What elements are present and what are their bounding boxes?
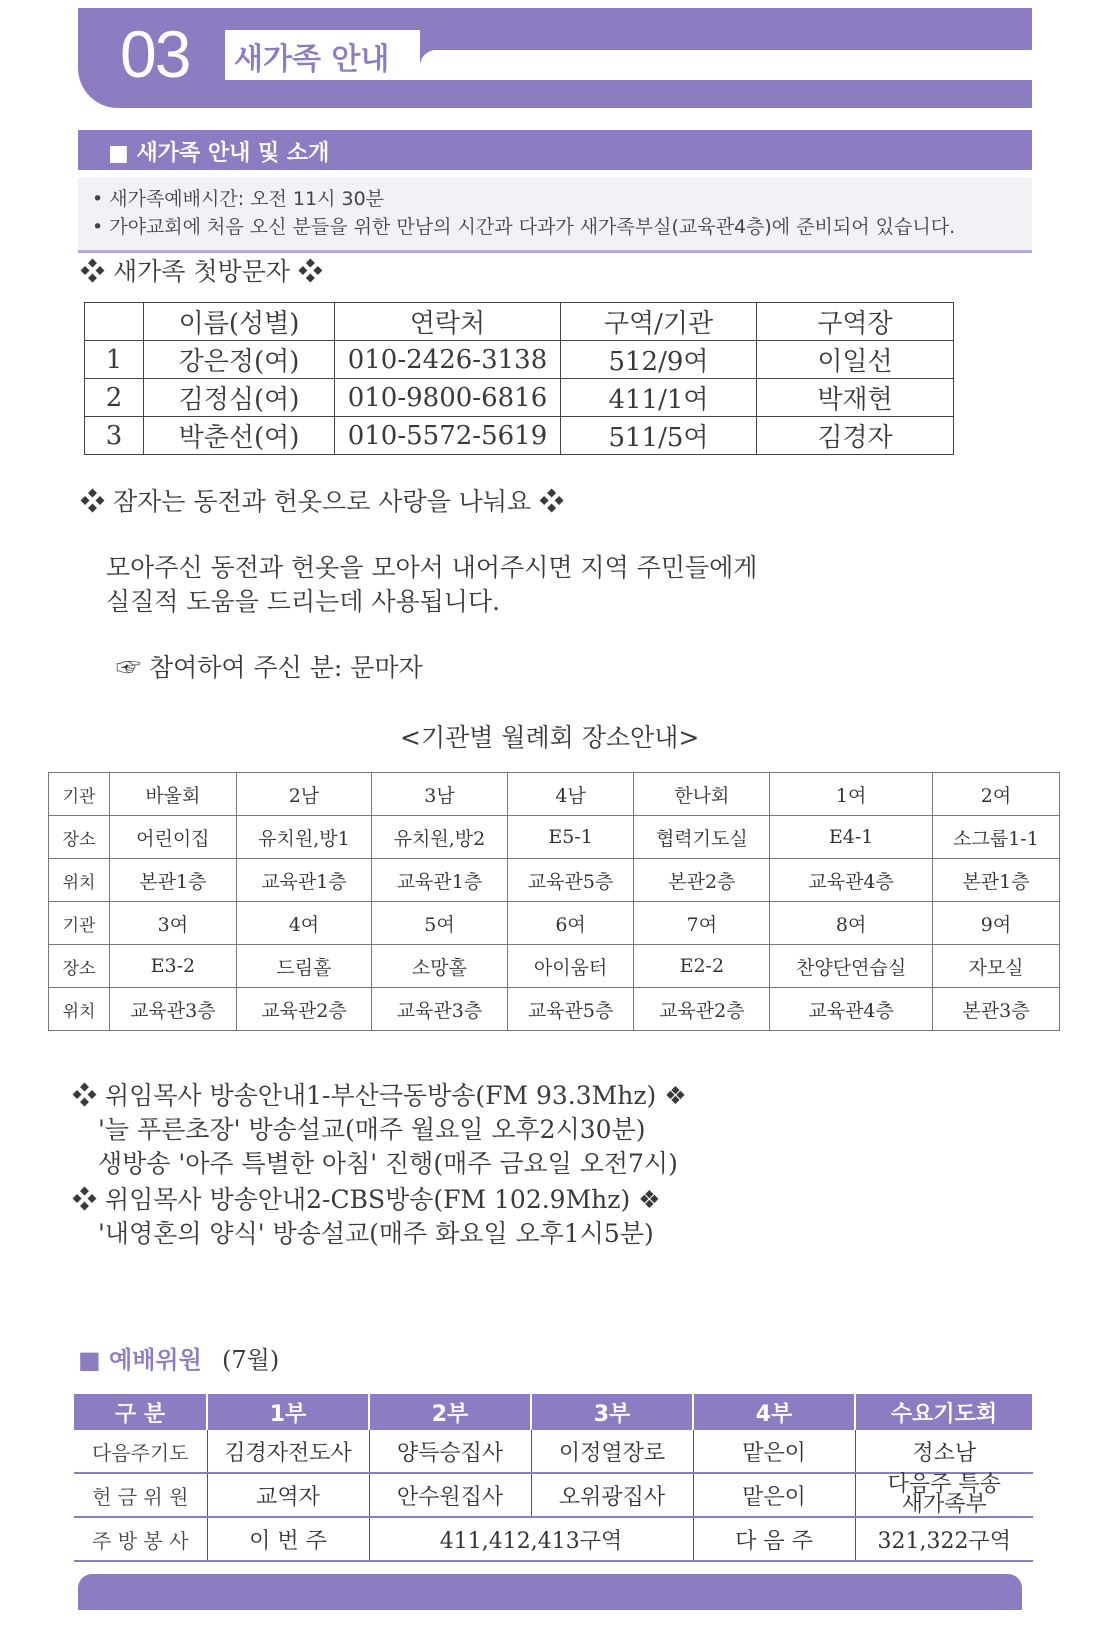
table-cell: 협력기도실 (634, 816, 770, 859)
table-cell: 한나회 (634, 773, 770, 816)
table-cell: 이 번 주 (207, 1517, 369, 1561)
table-cell: E3-2 (110, 945, 237, 988)
meetings-title: <기관별 월례회 장소안내> (400, 723, 700, 752)
visitors-heading: ❖ 새가족 첫방문자 ❖ (80, 257, 323, 286)
table-row (49, 902, 1060, 945)
table-row (49, 859, 1060, 902)
section-number: 03 (120, 17, 190, 91)
table-cell: 맡은이 (693, 1430, 855, 1473)
table-cell: 교육관4층 (770, 988, 933, 1031)
table-header-cell: 구역/기관 (561, 303, 757, 341)
table-row (85, 379, 954, 417)
table-header-cell: 4부 (693, 1394, 855, 1430)
table-cell: 교육관5층 (507, 859, 634, 902)
table-cell: E4-1 (770, 816, 933, 859)
row-label: 위치 (49, 988, 110, 1031)
table-cell: 본관1층 (933, 859, 1060, 902)
table-header-cell: 수요기도회 (855, 1394, 1033, 1430)
page-title: 새가족 안내 (234, 42, 390, 77)
table-cell: 4남 (507, 773, 634, 816)
table-cell: 교육관2층 (634, 988, 770, 1031)
table-cell: 이정열장로 (531, 1430, 693, 1473)
table-cell: 유치원,방1 (236, 816, 372, 859)
table-header-cell: 3부 (531, 1394, 693, 1430)
table-row (49, 773, 1060, 816)
table-header-row (85, 303, 954, 341)
donation-participant: ☞ 참여하여 주신 분: 문마자 (116, 653, 423, 682)
table-cell: 3남 (372, 773, 508, 816)
table-cell: 정소남 (855, 1430, 1033, 1473)
table-cell: 8여 (770, 902, 933, 945)
table-cell: 411,412,413구역 (369, 1517, 693, 1561)
broadcast-line5: '내영혼의 양식' 방송설교(매주 화요일 오후1시5분) (98, 1219, 654, 1248)
table-cell: 본관1층 (110, 859, 237, 902)
table-header-cell (85, 303, 144, 341)
table-cell: 교육관3층 (110, 988, 237, 1031)
table-row (49, 945, 1060, 988)
table-row (49, 816, 1060, 859)
table-cell: 맡은이 (693, 1473, 855, 1517)
table-cell: E2-2 (634, 945, 770, 988)
table-cell: 본관3층 (933, 988, 1060, 1031)
table-header-cell: 2부 (369, 1394, 531, 1430)
section-title: ■ 새가족 안내 및 소개 (108, 141, 330, 166)
table-cell: 박재현 (757, 379, 954, 417)
row-label: 주 방 봉 사 (74, 1517, 207, 1561)
table-header-cell: 연락처 (335, 303, 561, 341)
table-cell: 김정심(여) (144, 379, 335, 417)
table-cell: 3 (85, 417, 144, 455)
table-cell: 4여 (236, 902, 372, 945)
table-cell: 1 (85, 341, 144, 379)
table-cell: 512/9여 (561, 341, 757, 379)
table-row (85, 341, 954, 379)
table-header-cell: 구역장 (757, 303, 954, 341)
table-cell: 교육관2층 (236, 988, 372, 1031)
row-label: 장소 (49, 816, 110, 859)
table-cell: 이일선 (757, 341, 954, 379)
table-cell: 교육관1층 (372, 859, 508, 902)
row-label: 다음주기도 (74, 1430, 207, 1473)
table-cell: 010-9800-6816 (335, 379, 561, 417)
broadcast-line2: '늘 푸른초장' 방송설교(매주 월요일 오후2시30분) (98, 1115, 646, 1144)
table-header-cell: 구 분 (74, 1394, 207, 1430)
table-header-cell: 1부 (207, 1394, 369, 1430)
table-row (85, 417, 954, 455)
header-banner-stripe (420, 50, 1032, 80)
table-cell: 511/5여 (561, 417, 757, 455)
broadcast-line4: ❖ 위임목사 방송안내2-CBS방송(FM 102.9Mhz) ❖ (72, 1185, 661, 1214)
special-song-label: 다음주 특송 (887, 1472, 1001, 1497)
table-header-cell: 이름(성별) (144, 303, 335, 341)
row-label: 위치 (49, 859, 110, 902)
table-cell: 어린이집 (110, 816, 237, 859)
table-cell (855, 1473, 1033, 1517)
table-cell: 321,322구역 (855, 1517, 1033, 1561)
table-cell: 교육관1층 (236, 859, 372, 902)
table-cell: 강은정(여) (144, 341, 335, 379)
info-line-time: • 새가족예배시간: 오전 11시 30분 (92, 188, 385, 210)
table-cell: 6여 (507, 902, 634, 945)
meetings-table (48, 772, 1060, 1031)
table-row (74, 1430, 1033, 1473)
table-cell: 3여 (110, 902, 237, 945)
table-cell: 010-2426-3138 (335, 341, 561, 379)
table-cell: 오위광집사 (531, 1473, 693, 1517)
table-cell: 교육관3층 (372, 988, 508, 1031)
table-cell: 아이움터 (507, 945, 634, 988)
table-cell: 5여 (372, 902, 508, 945)
visitor-table (84, 302, 954, 455)
table-cell: 9여 (933, 902, 1060, 945)
donation-body-line1: 모아주신 동전과 헌옷을 모아서 내어주시면 지역 주민들에게 (106, 553, 758, 582)
row-label: 헌 금 위 원 (74, 1473, 207, 1517)
worship-table (74, 1394, 1034, 1562)
table-cell: 1여 (770, 773, 933, 816)
table-cell: 안수원집사 (369, 1473, 531, 1517)
table-cell: 교육관5층 (507, 988, 634, 1031)
table-cell: 찬양단연습실 (770, 945, 933, 988)
row-label: 기관 (49, 773, 110, 816)
broadcast-line3: 생방송 '아주 특별한 아침' 진행(매주 금요일 오전7시) (98, 1149, 678, 1178)
table-cell: 바울회 (110, 773, 237, 816)
table-cell: 자모실 (933, 945, 1060, 988)
row-label: 기관 (49, 902, 110, 945)
broadcast-line1: ❖ 위임목사 방송안내1-부산극동방송(FM 93.3Mhz) ❖ (72, 1081, 687, 1110)
table-cell: 드림홀 (236, 945, 372, 988)
donation-heading: ❖ 잠자는 동전과 헌옷으로 사랑을 나눠요 ❖ (80, 487, 565, 516)
footer-bar (78, 1574, 1022, 1610)
table-cell: 411/1여 (561, 379, 757, 417)
worship-title: ■ 예배위원 (78, 1346, 202, 1374)
table-cell: 다 음 주 (693, 1517, 855, 1561)
table-cell: 박춘선(여) (144, 417, 335, 455)
table-cell: E5-1 (507, 816, 634, 859)
donation-body-line2: 실질적 도움을 드리는데 사용됩니다. (106, 587, 501, 616)
table-cell: 7여 (634, 902, 770, 945)
worship-month: (7월) (222, 1346, 280, 1374)
table-row (74, 1517, 1033, 1561)
table-row (74, 1473, 1033, 1517)
new-family-label: 새가족부 (901, 1492, 987, 1517)
table-row (49, 988, 1060, 1031)
table-cell: 소망홀 (372, 945, 508, 988)
table-cell: 소그룹1-1 (933, 816, 1060, 859)
table-cell: 010-5572-5619 (335, 417, 561, 455)
table-cell: 2남 (236, 773, 372, 816)
table-cell: 유치원,방2 (372, 816, 508, 859)
table-cell: 김경자 (757, 417, 954, 455)
table-cell: 양득승집사 (369, 1430, 531, 1473)
row-label: 장소 (49, 945, 110, 988)
table-cell: 교육관4층 (770, 859, 933, 902)
table-header-row (74, 1394, 1033, 1430)
table-cell: 김경자전도사 (207, 1430, 369, 1473)
table-cell: 교역자 (207, 1473, 369, 1517)
table-cell: 본관2층 (634, 859, 770, 902)
info-line-welcome: • 가야교회에 처음 오신 분들을 위한 만남의 시간과 다과가 새가족부실(교육관4층)에 준비되어 있습니다. (92, 216, 956, 238)
table-cell: 2 (85, 379, 144, 417)
table-cell: 2여 (933, 773, 1060, 816)
